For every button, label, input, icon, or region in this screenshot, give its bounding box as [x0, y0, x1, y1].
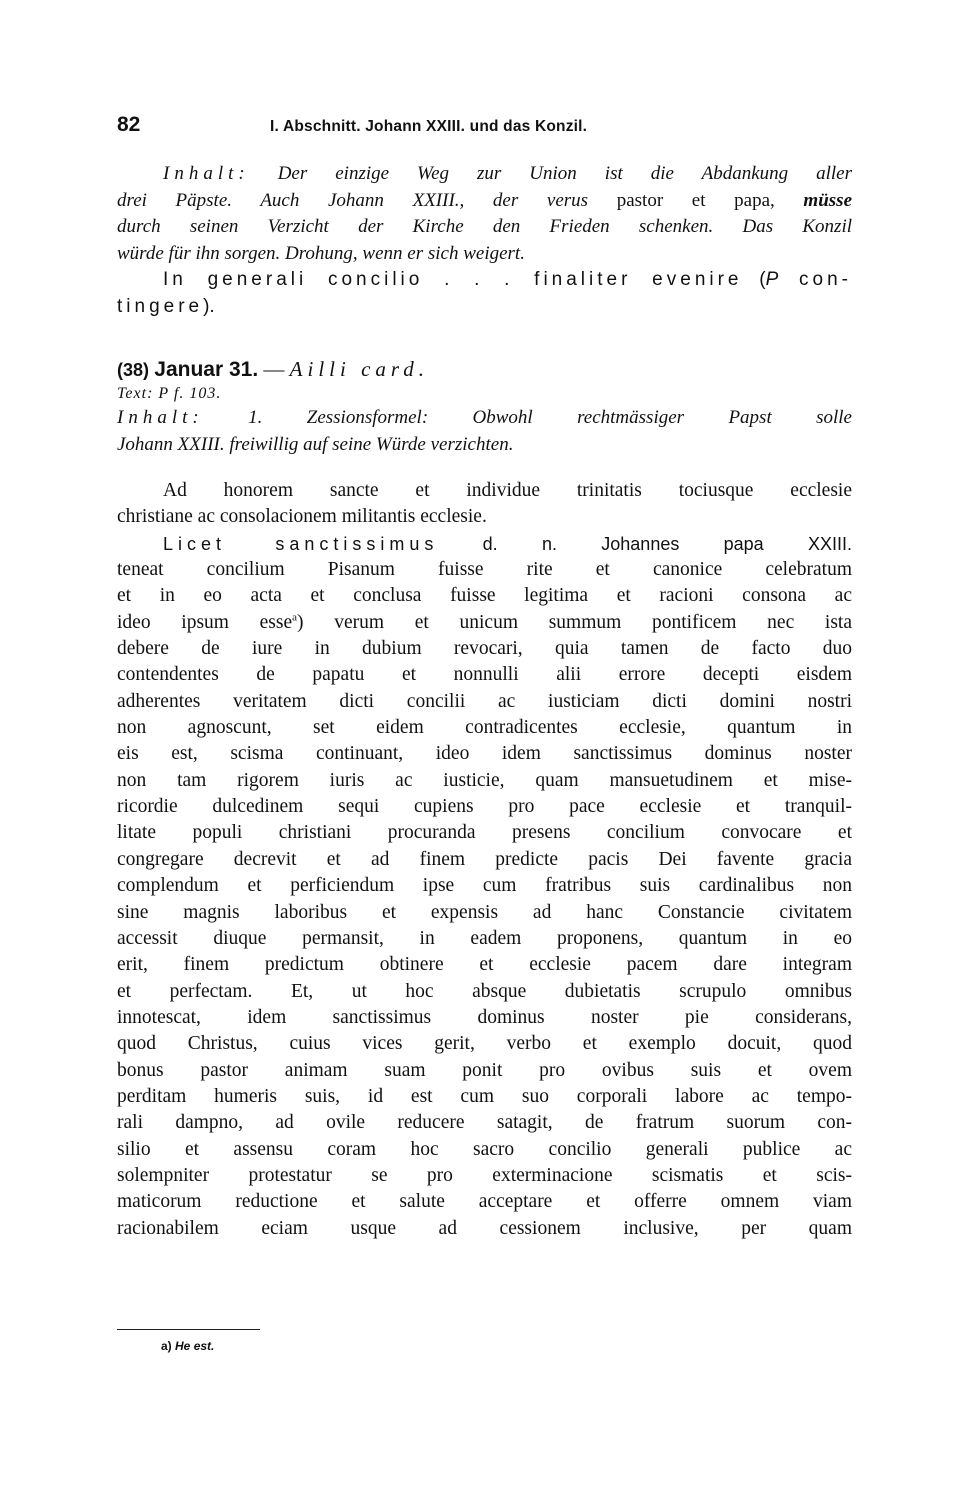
body-line: eis est, scisma continuant, ideo idem sanctissimus dominus noster: [117, 743, 852, 765]
entry-text-source: Text: P f. 103.: [117, 385, 222, 402]
body-line: maticorum reductione et salute acceptare et offerre omnem viam: [117, 1191, 852, 1213]
entry-inhalt-label: Inhalt:: [117, 407, 204, 428]
body-line: ideo ipsum esse$^a$) verum et unicum summum pontificem nec ista: [117, 611, 852, 633]
entry-number: (38): [117, 360, 150, 380]
page-number: 82: [117, 113, 141, 136]
intro-line-2: drei Päpste. Auch Johann XXIII., der verus pastor et papa, müsse: [117, 189, 852, 211]
footnote: [161, 1339, 214, 1353]
intro-line-5: In generali concilio . . . finaliter evenire (P con-: [163, 269, 852, 290]
body-line: non agnoscunt, set eidem contradicentes ecclesie, quantum in: [117, 717, 852, 739]
running-header: [117, 113, 847, 143]
body-line: non tam rigorem iuris ac iusticie, quam mansuetudinem et mise-: [117, 769, 852, 791]
intro-line-3: durch seinen Verzicht der Kirche den Frieden schenken. Das Konzil: [117, 216, 852, 237]
body-line: christiane ac consolacionem militantis ecclesie.: [117, 506, 487, 528]
intro-line-1: Inhalt: Der einzige Weg zur Union ist die Abdankung aller: [163, 163, 852, 184]
body-line: litate populi christiani procuranda presens concilium convocare et: [117, 822, 852, 844]
body-line: Licet sanctissimus d. n. Johannes papa XXIII.: [163, 533, 852, 554]
entry-summary-line-1: Inhalt: 1. Zessionsformel: Obwohl rechtmässiger Papst solle: [117, 407, 852, 428]
intro-line-6: tingere).: [117, 295, 215, 317]
body-line: Ad honorem sancte et individue trinitatis tociusque ecclesie: [163, 480, 852, 501]
body-line: adherentes veritatem dicti concilii ac iusticiam dicti domini nostri: [117, 690, 852, 712]
body-line: et in eo acta et conclusa fuisse legitima et racioni consona ac: [117, 585, 852, 607]
footnote-marker: a): [161, 1339, 172, 1353]
body-line: contendentes de papatu et nonnulli alii errore decepti eisdem: [117, 664, 852, 686]
body-line: rali dampno, ad ovile reducere satagit, de fratrum suorum con-: [117, 1112, 852, 1134]
inhalt-label: Inhalt:: [163, 163, 250, 184]
entry-author: Ailli card.: [289, 357, 430, 381]
body-line: racionabilem eciam usque ad cessionem inclusive, per quam: [117, 1217, 852, 1239]
footnote-ref: a: [292, 611, 298, 624]
body-line: congregare decrevit et ad finem predicte pacis Dei favente gracia: [117, 848, 852, 870]
body-line: complendum et perficiendum ipse cum fratribus suis cardinalibus non: [117, 875, 852, 897]
entry-date: Januar 31.: [154, 358, 259, 381]
body-line: sine magnis laboribus et expensis ad hanc Constancie civitatem: [117, 901, 852, 923]
body-line: teneat concilium Pisanum fuisse rite et canonice celebratum: [117, 559, 852, 581]
incipit-spaced: Licet sanctissimus: [163, 533, 439, 554]
body-line: quod Christus, cuius vices gerit, verbo et exemplo docuit, quod: [117, 1033, 852, 1055]
footnote-text: He est.: [175, 1339, 215, 1353]
body-line: bonus pastor animam suam ponit pro ovibus suis et ovem: [117, 1059, 852, 1081]
body-line: erit, finem predictum obtinere et ecclesie pacem dare integram: [117, 954, 852, 976]
body-line: ricordie dulcedinem sequi cupiens pro pace ecclesie et tranquil-: [117, 796, 852, 818]
body-line: et perfectam. Et, ut hoc absque dubietatis scrupulo omnibus: [117, 980, 852, 1002]
body-text: [117, 478, 852, 1242]
body-line: accessit diuque permansit, in eadem proponens, quantum in eo: [117, 927, 852, 949]
body-line: silio et assensu coram hoc sacro concilio generali publice ac: [117, 1138, 852, 1160]
body-line: innotescat, idem sanctissimus dominus noster pie considerans,: [117, 1006, 852, 1028]
footnote-rule: [117, 1329, 260, 1330]
intro-line-4: würde für ihn sorgen. Drohung, wenn er sich weigert.: [117, 242, 525, 264]
body-line: debere de iure in dubium revocari, quia tamen de facto duo: [117, 638, 852, 660]
entry-heading: [117, 355, 852, 458]
entry-title-line: (38) Januar 31. — Ailli card.: [117, 357, 430, 381]
intro-summary: [117, 161, 852, 320]
body-line: perditam humeris suis, id est cum suo corporali labore ac tempo-: [117, 1085, 852, 1107]
body-line: solempniter protestatur se pro exterminacione scismatis et scis-: [117, 1164, 852, 1186]
running-head-title: I. Abschnitt. Johann XXIII. und das Konzil.: [270, 118, 588, 135]
entry-summary-line-2: Johann XXIII. freiwillig auf seine Würde verzichten.: [117, 433, 514, 455]
roman-insert: pastor et papa,: [588, 189, 775, 211]
